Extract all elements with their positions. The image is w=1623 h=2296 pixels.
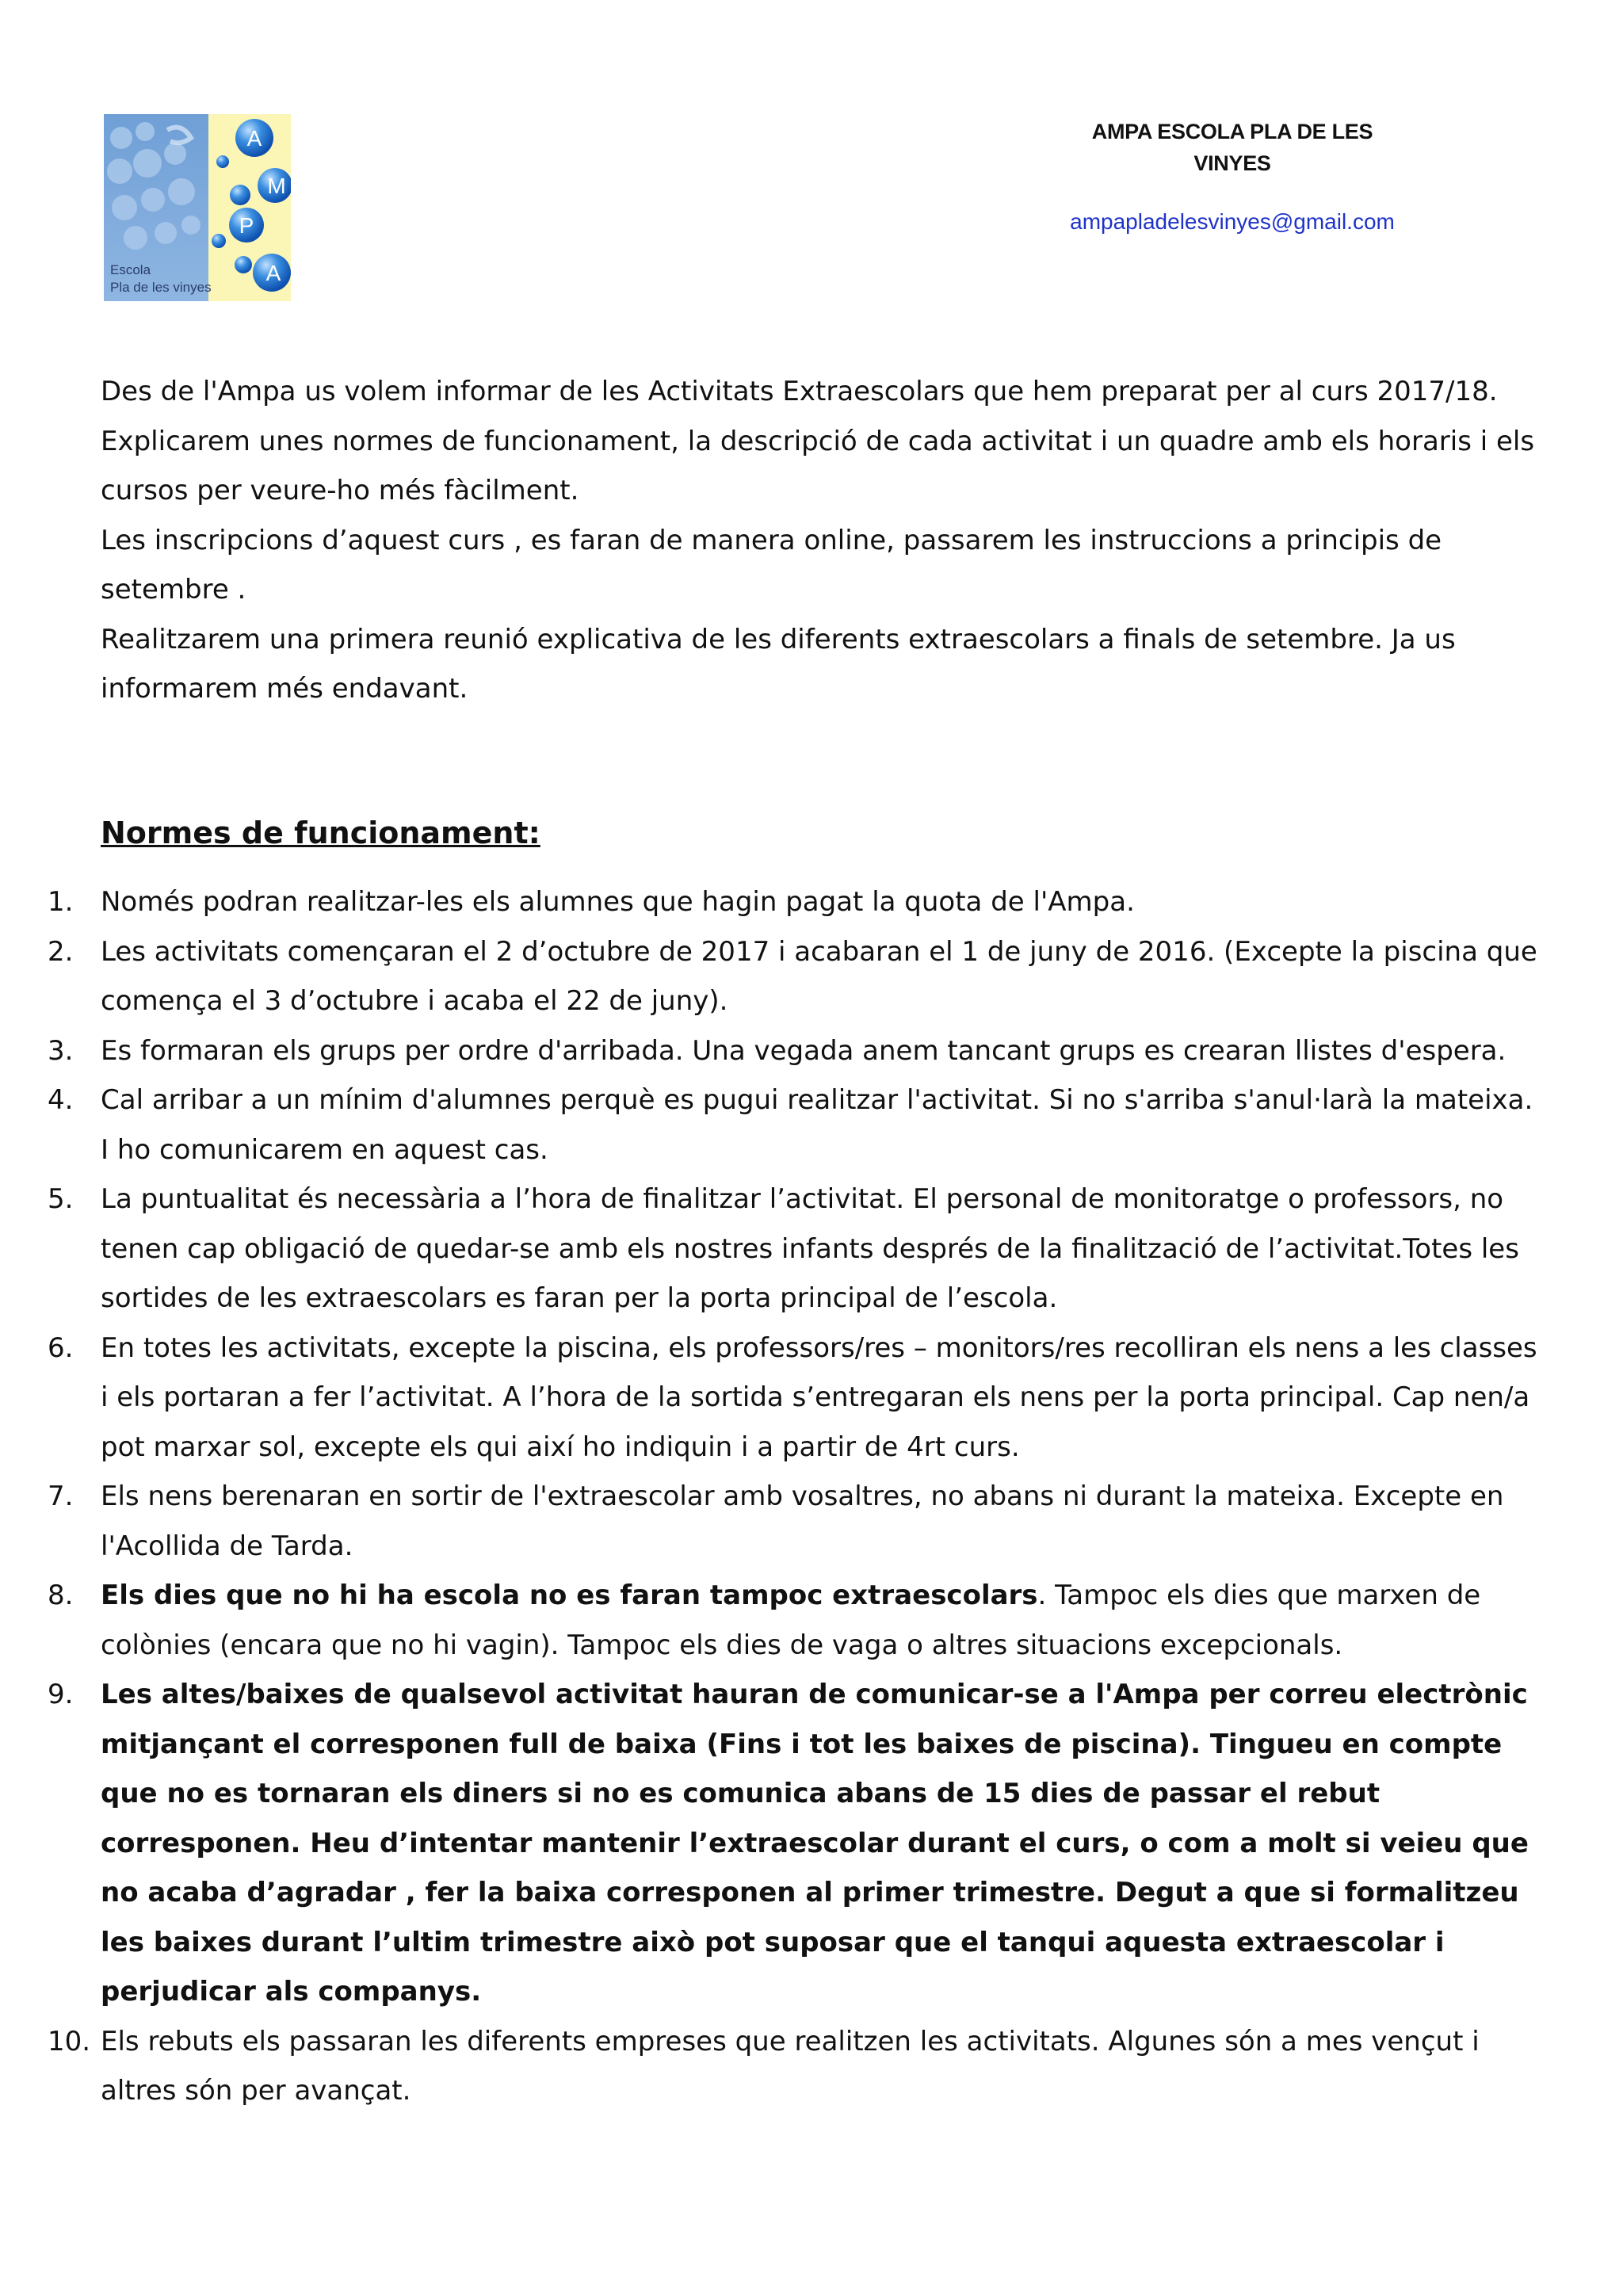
organization-name-line2: VINYES [1193,151,1271,175]
logo-caption-line2: Pla de les vinyes [110,280,212,295]
section-title: Normes de funcionament: [101,816,540,850]
logo-letter-p: P [239,213,254,238]
ampa-logo [104,114,291,301]
list-item-regular-text: . Tampoc els dies que marxen de colònies (encara que no hi vagin). Tampoc els dies de vaga o altres situacions excepcionals. [101,1580,1481,1661]
list-item-text: Es formaran els grups per ordre d'arribada. Una vegada anem tancant grups es crearan llistes d'espera. [101,1034,1507,1067]
list-item-number: 1. [48,886,74,918]
list-item [48,1472,1537,1571]
rules-list [48,877,1537,2116]
logo-caption-line1: Escola [110,262,151,277]
list-item-number: 3. [48,1034,74,1067]
list-item-number: 9. [48,1679,74,1710]
organization-header [1006,116,1458,236]
ampa-logo-graphic [104,114,291,301]
list-item [48,1075,1537,1175]
list-item-number: 8. [48,1580,74,1611]
organization-name-line1: AMPA ESCOLA PLA DE LES [1091,120,1373,143]
list-item [48,1571,1537,1670]
logo-letter-m: M [267,174,286,198]
logo-letter-a2: A [265,261,281,285]
list-item-text: Només podran realitzar-les els alumnes que hagin pagat la quota de l'Ampa. [101,886,1135,918]
list-item-number: 5. [48,1183,74,1215]
intro-paragraph-3: Les inscripcions d’aquest curs , es faran de manera online, passarem les instruccions a principis de setembre . [101,524,1442,606]
list-item [48,2017,1537,2116]
list-item [48,1175,1537,1324]
list-item-number: 6. [48,1331,74,1364]
list-item-text: Cal arribar a un mínim d'alumnes perquè es pugui realitzar l'activitat. Si no s'arriba s'anul·larà la mateixa. I ho comunicarem en aquest cas. [101,1084,1533,1166]
list-item-text: Els rebuts els passaran les diferents empreses que realitzen les activitats. Algunes són a mes vençut i altres són per avançat. [101,2025,1480,2107]
intro-paragraph-4: Realitzarem una primera reunió explicativa de les diferents extraescolars a finals de setembre. Ja us informarem més endavant. [101,623,1456,705]
list-item-bold-text: Les altes/baixes de qualsevol activitat hauran de comunicar-se a l'Ampa per correu electrònic mitjançant el corresponen full de baixa (Fins i tot les baixes de piscina). Tingueu en compte que no es tornaran els diners si no es comunica abans de 15 dies de passar el rebut corresponen. Heu d’intentar mantenir l’extraescolar durant el curs, o com a molt si veieu que no acaba d’agradar , fer la baixa corresponen al primer trimestre. Degut a que si formalitzeu les baixes durant l’ultim trimestre això pot suposar que el tanqui aquesta extraescolar i perjudicar als companys. [101,1679,1529,2008]
list-item [48,1324,1537,1473]
list-item-text: La puntualitat és necessària a l’hora de finalitzar l’activitat. El personal de monitoratge o professors, no tenen cap obligació de quedar-se amb els nostres infants després de la finalització de l’activitat.Totes les sortides de les extraescolars es faran per la porta principal de l’escola. [101,1183,1519,1314]
list-item [48,877,1537,927]
list-item-number: 4. [48,1084,74,1116]
organization-email[interactable]: ampapladelesvinyes@gmail.com [1070,209,1395,234]
intro-paragraph-1: Des de l'Ampa us volem informar de les Activitats Extraescolars que hem preparat per al curs 2017/18. [101,376,1498,407]
logo-letter-a1: A [246,126,262,151]
list-item [48,1670,1537,2017]
intro-text [101,367,1543,714]
list-item-number: 2. [48,935,74,968]
list-item-text: Els nens berenaran en sortir de l'extraescolar amb vosaltres, no abans ni durant la mateixa. Excepte en l'Acollida de Tarda. [101,1480,1504,1562]
list-item-text: En totes les activitats, excepte la piscina, els professors/res – monitors/res recolliran els nens a les classes i els portaran a fer l’activitat. A l’hora de la sortida s’entregaran els nens per la porta principal. Cap nen/a pot marxar sol, excepte els qui així ho indiquin i a partir de 4rt curs. [101,1331,1537,1463]
organization-name [1006,116,1458,179]
list-item-number: 10. [48,2025,91,2057]
list-item-text: Les activitats començaran el 2 d’octubre de 2017 i acabaran el 1 de juny de 2016. (Excepte la piscina que comença el 3 d’octubre i acaba el 22 de juny). [101,935,1537,1017]
list-item [48,1026,1537,1076]
list-item [48,927,1537,1026]
list-item-bold-text: Els dies que no hi ha escola no es faran tampoc extraescolars [101,1580,1038,1611]
list-item-number: 7. [48,1480,74,1512]
intro-paragraph-2: Explicarem unes normes de funcionament, la descripció de cada activitat i un quadre amb els horaris i els cursos per veure-ho més fàcilment. [101,425,1535,506]
list-item-text [101,1571,1537,1670]
